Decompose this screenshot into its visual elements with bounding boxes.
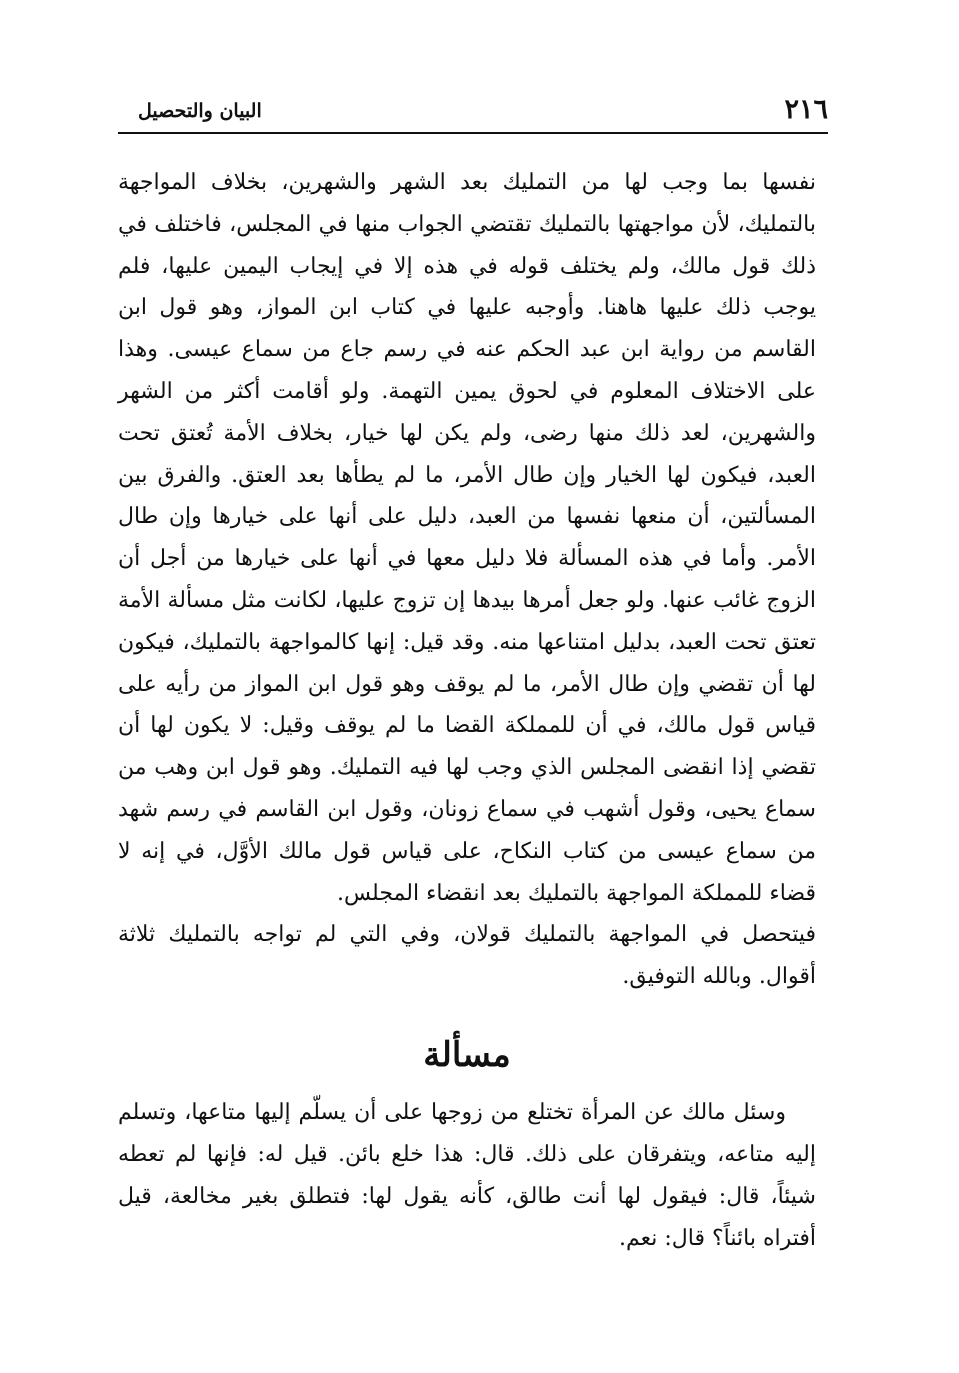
paragraph: فيتحصل في المواجهة بالتمليك قولان، وفي التي لم تواجه بالتمليك ثلاثة أقوال. وبالله التوفيق. [118, 922, 816, 990]
running-title: البيان والتحصيل [138, 100, 262, 122]
page-number: ٢١٦ [784, 94, 828, 125]
paragraph: وسئل مالك عن المرأة تختلع من زوجها على أن يسلّم إليها متاعها، وتسلم إليه متاعه، ويتفرقان على ذلك. قال: هذا خلع بائن. قيل له: فإنها لم تعطه شيئاً، قال: فيقول لها أنت طالق، كأنه يقول لها: فتطلق بغير مخالعة، قيل أفتراه بائناً؟ قال: نعم. [118, 1100, 816, 1251]
section-heading: مسألة [423, 1035, 511, 1075]
body-text [118, 162, 816, 998]
page-header [118, 92, 828, 134]
question-text [118, 1092, 816, 1260]
paragraph: نفسها بما وجب لها من التمليك بعد الشهر والشهرين، بخلاف المواجهة بالتمليك، لأن مواجهتها بالتمليك تقتضي الجواب منها في المجلس، فاختلف في ذلك قول مالك، ولم يختلف قوله في هذه إلا في إيجاب اليمين عليها، فلم يوجب ذلك عليها هاهنا. وأوجبه عليها في كتاب ابن المواز، وهو قول ابن القاسم من رواية ابن عبد الحكم عنه في رسم جاع من سماع عيسى. وهذا على الاختلاف المعلوم في لحوق يمين التهمة. ولو أقامت أكثر من الشهر والشهرين، لعد ذلك منها رضى، ولم يكن لها خيار، بخلاف الأمة تُعتق تحت العبد، فيكون لها الخيار وإن طال الأمر، ما لم يطأها بعد العتق. والفرق بين المسألتين، أن منعها نفسها من العبد، دليل على أنها على خيارها وإن طال الأمر. وأما في هذه المسألة فلا دليل معها في أنها على خيارها من أجل أن الزوج غائب عنها. ولو جعل أمرها بيدها إن تزوج عليها، لكانت مثل مسألة الأمة تعتق تحت العبد، بدليل امتناعها منه. وقد قيل: إنها كالمواجهة بالتمليك، فيكون لها أن تقضي وإن طال الأمر، ما لم يوقف وهو قول ابن المواز من رأيه على قياس قول مالك، في أن للمملكة القضا ما لم يوقف وقيل: لا يكون لها أن تقضي إذا انقضى المجلس الذي وجب لها فيه التمليك. وهو قول ابن وهب من سماع يحيى، وقول أشهب في سماع زونان، وقول ابن القاسم في رسم شهد من سماع عيسى من كتاب النكاح، على قياس قول مالك الأوَّل، في إنه لا قضاء للمملكة المواجهة بالتمليك بعد انقضاء المجلس. [118, 170, 816, 906]
